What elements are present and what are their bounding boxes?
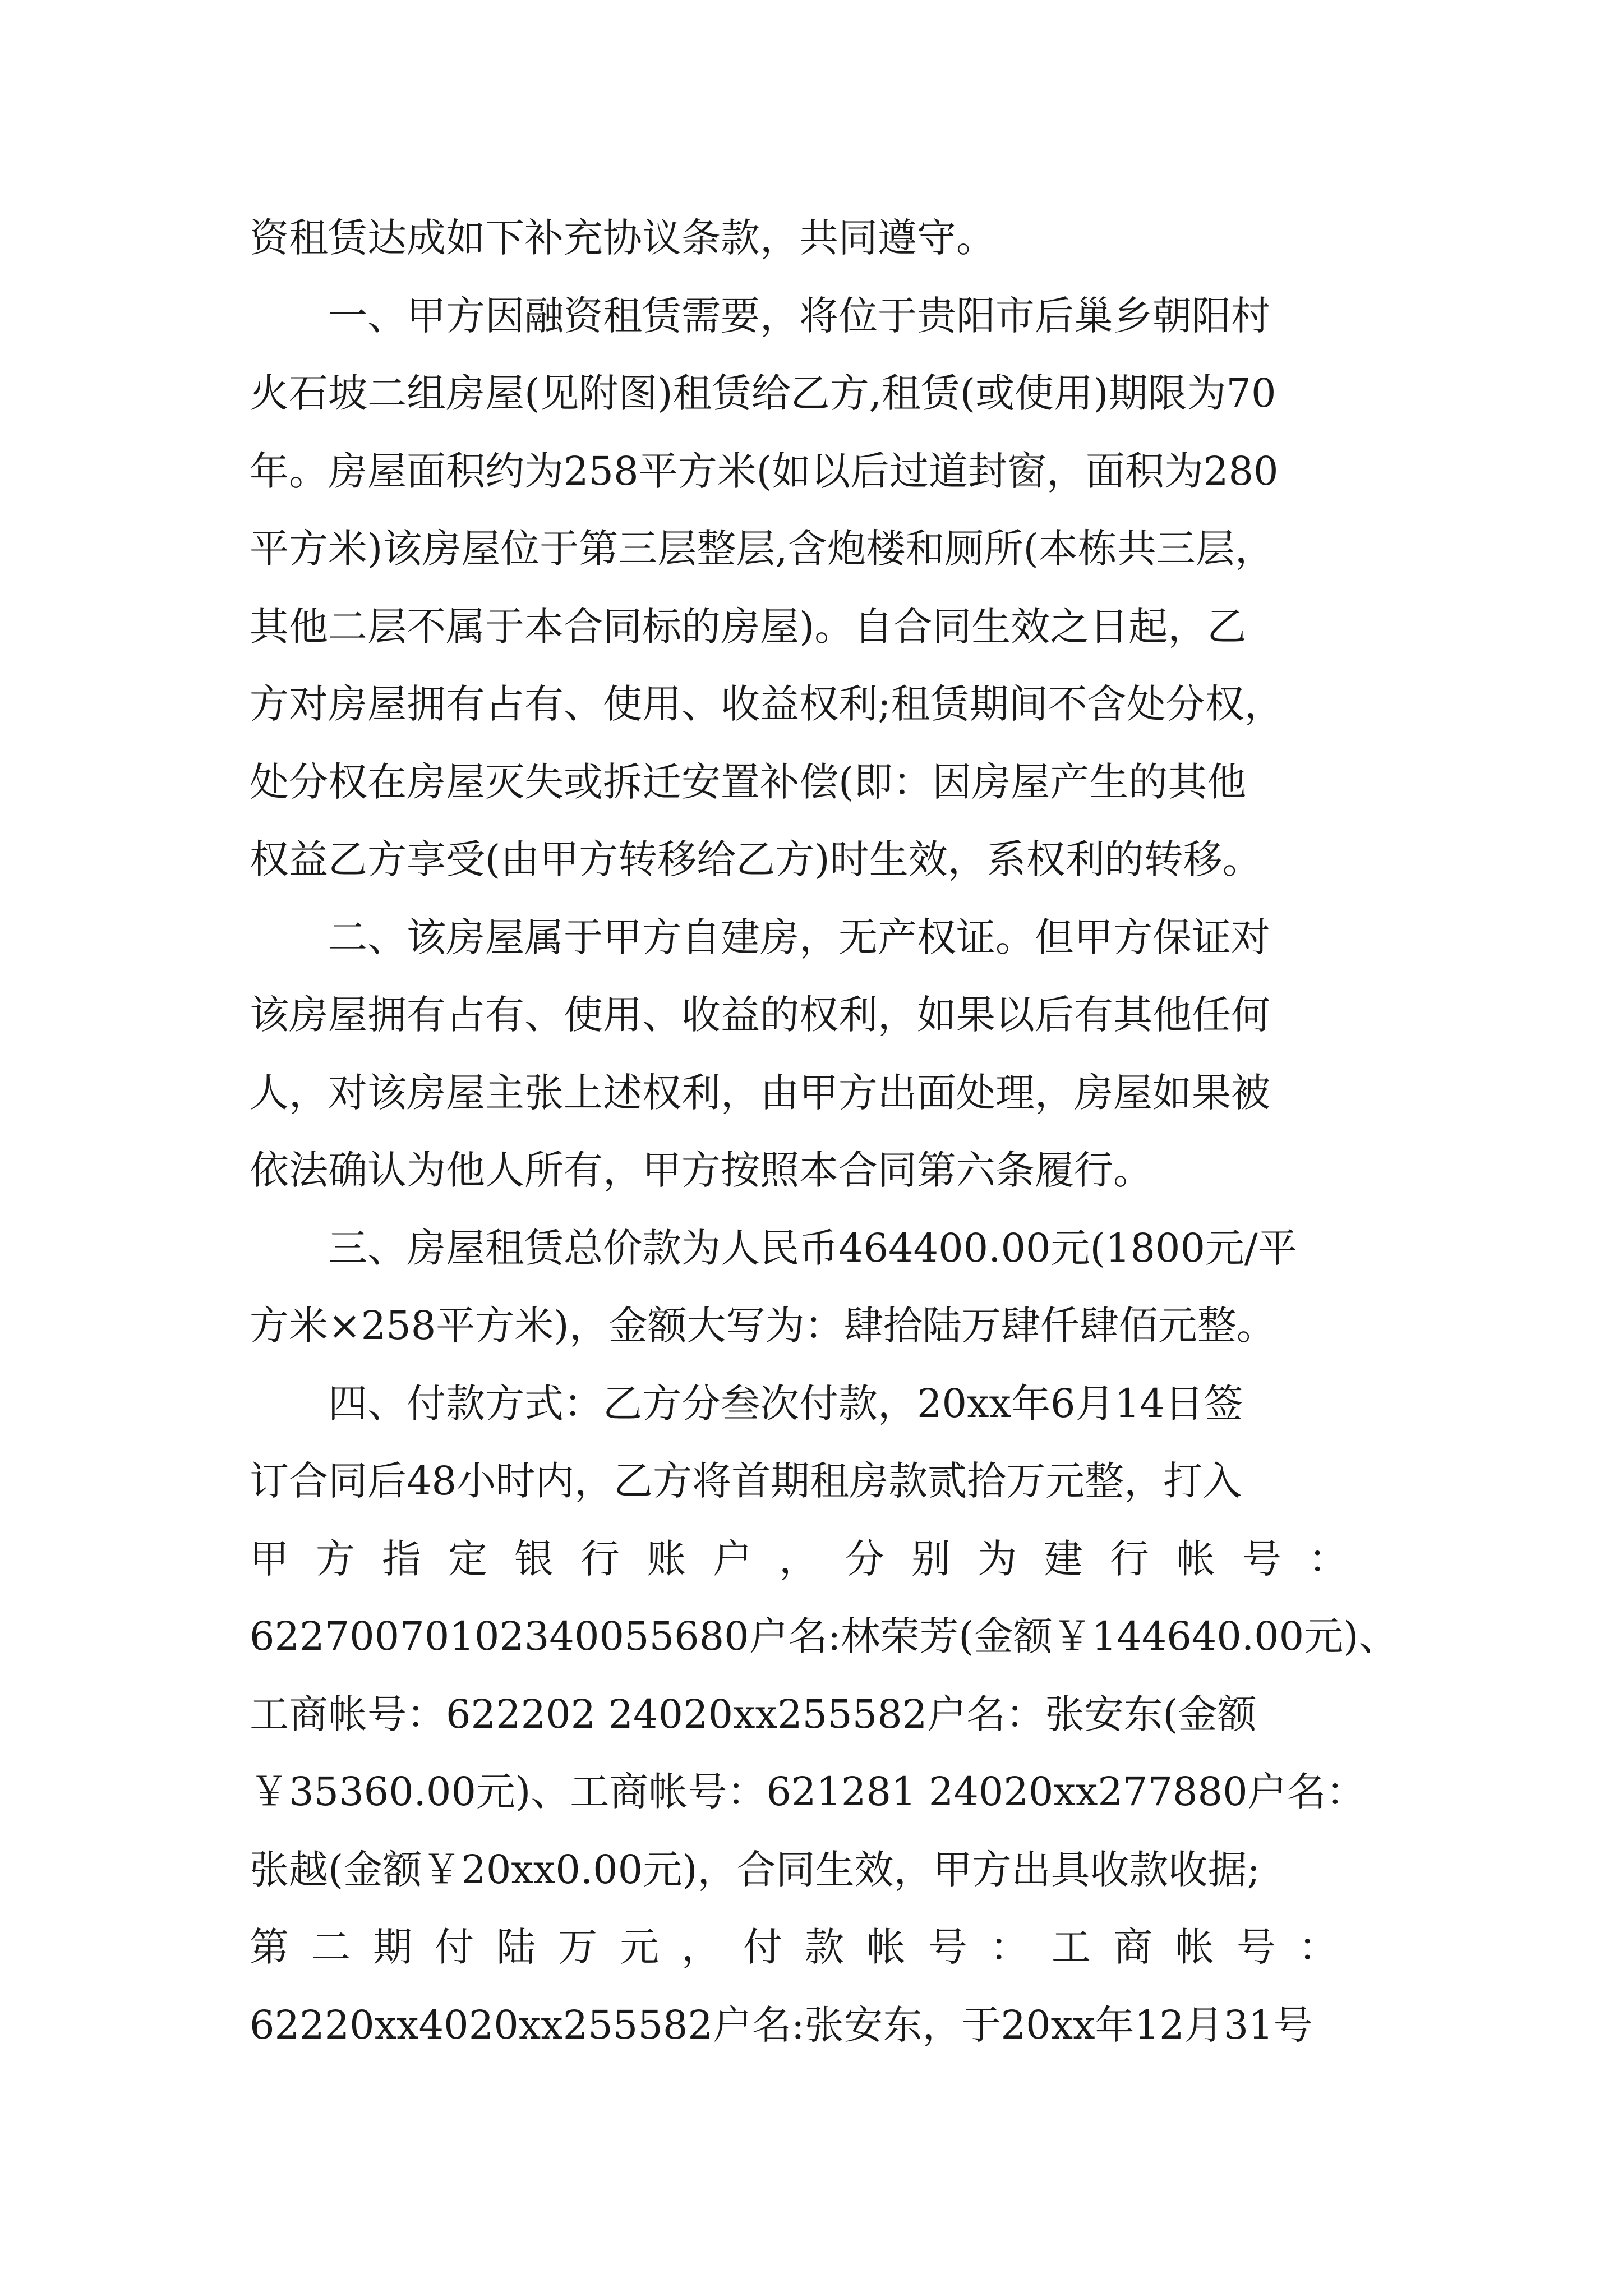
text-line: 订合同后48小时内，乙方将首期租房款贰拾万元整，打入 bbox=[250, 1458, 1242, 1504]
text-line: 火石坡二组房屋(见附图)租赁给乙方,租赁(或使用)期限为70 bbox=[250, 370, 1276, 416]
text-line: 年。房屋面积约为258平方米(如以后过道封窗，面积为280 bbox=[250, 448, 1279, 494]
text-line: 该房屋拥有占有、使用、收益的权利，如果以后有其他任何 bbox=[250, 992, 1270, 1038]
text-line: 6227007010234005568​0户名:林荣芳(金额￥144640.00元)、 bbox=[250, 1613, 1398, 1659]
text-line: 二、该房屋属于甲方自建房，无产权证。但甲方保证对 bbox=[328, 914, 1270, 960]
text-line: 方米×258平方米)，金额大写为：肆拾陆万肆仟肆佰元整。 bbox=[250, 1303, 1276, 1349]
text-line: 处分权在房屋灭失或拆迁安置补偿(即：因房屋产生的其他 bbox=[250, 758, 1247, 805]
text-line: 一、甲方因融资租赁需要，将位于贵阳市后巢乡朝阳村 bbox=[328, 292, 1270, 339]
text-line: 工商帐号：622202 24020xx255582户名：张安东(金额 bbox=[250, 1691, 1257, 1737]
text-line: 平方米)该房屋位于第三层整层,含炮楼和厕所(本栋共三层， bbox=[250, 526, 1274, 572]
text-line: 人，对该房屋主张上述权利，由甲方出面处理，房屋如果被 bbox=[250, 1069, 1270, 1116]
text-line: ￥35360.00元)、工商帐号：621281 24020xx277880户名： bbox=[250, 1769, 1366, 1815]
text-line: 甲方指定银行账户，分别为建行帐号： bbox=[250, 1535, 1375, 1582]
text-line: 第二期付陆万元，付款帐号：工商帐号： bbox=[250, 1924, 1360, 1970]
text-line: 方对房屋拥有占有、使用、收益权利;租赁期间不含处分权， bbox=[250, 681, 1284, 727]
document-body bbox=[250, 199, 1398, 2064]
text-line: 62220xx4020xx255582户名:张安东，于20xx年12月31号 bbox=[250, 2001, 1313, 2048]
text-line: 其他二层不属于本合同标的房屋)。自合同生效之日起，乙 bbox=[250, 603, 1247, 650]
text-line: 依法确认为他人所有，甲方按照本合同第六条履行。 bbox=[250, 1147, 1152, 1193]
text-line: 张越(金额￥20xx0.00元)，合同生效，甲方出具收款收据; bbox=[250, 1846, 1261, 1893]
text-line: 四、付款方式：乙方分叁次付款，20xx年6月14日签 bbox=[328, 1380, 1243, 1427]
text-line: 权益乙方享受(由甲方转移给乙方)时生效，系权利的转移。 bbox=[250, 836, 1262, 882]
text-line: 三、房屋租赁总价款为人民币464400.00元(1800元/平 bbox=[328, 1225, 1297, 1271]
text-line: 资租赁达成如下补充协议条款，共同遵守。 bbox=[250, 215, 995, 261]
